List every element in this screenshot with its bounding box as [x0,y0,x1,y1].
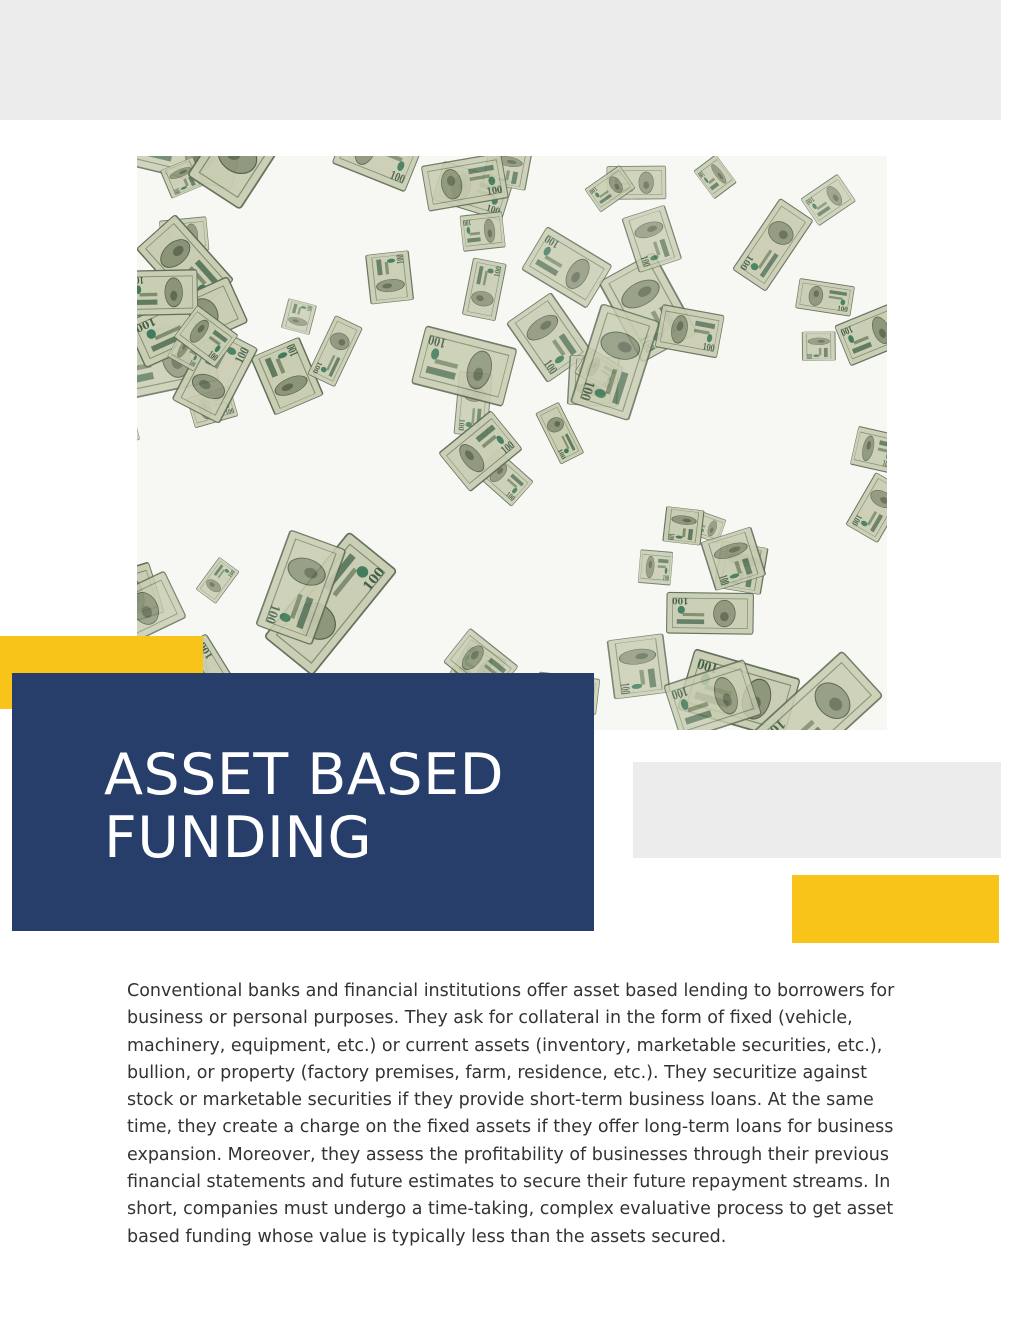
dollar-bill [663,506,704,545]
dollar-bill [622,205,681,272]
dollar-bill [571,304,660,421]
page-title: ASSET BASED FUNDING [104,742,504,871]
dollar-bills [137,156,887,730]
dollar-bill [522,227,612,308]
accent-block-right [792,875,999,943]
dollar-bill [694,156,737,199]
dollar-bill [795,278,854,316]
dollar-bill [196,557,239,603]
hero-image [137,156,887,730]
body-paragraph: Conventional banks and financial institutions offer asset based lending to borrowers for business or personal purposes. They ask for collateral in the form of fixed (vehicle, machinery, equipment, etc.) or current assets (inventory, marketable securities, etc.), bullion, or property (factory premises, farm, residence, etc.). They securitize against stock or marketable securities if they provide short-term business loans. At the same time, they create a charge on the fixed assets if they offer long-term loans for business expansion. Moreover, they assess the profitability of businesses through their previous financial statements and future estimates to secure their future repayment streams. In short, companies must undergo a time-taking, complex evaluative process to get asset based funding whose value is typically less than the assets secured. [127,981,895,1247]
header-band [0,0,1001,120]
dollar-bill [664,660,762,730]
dollar-bill [536,402,584,464]
dollar-bill [607,634,670,699]
dollar-bill [462,258,506,321]
falling-money-icon [137,156,887,730]
dollar-bill [281,298,316,334]
dollar-bill [850,426,887,473]
accent-band-right [633,762,1001,858]
dollar-bill [846,473,887,543]
dollar-bill [188,156,311,209]
dollar-bill [412,326,517,406]
dollar-bill [308,315,363,386]
dollar-bill [366,251,414,305]
dollar-bill [638,550,673,585]
dollar-bill [667,592,754,634]
dollar-bill [733,198,813,291]
dollar-bill [332,156,424,192]
dollar-bill [137,417,140,450]
dollar-bill [802,332,835,361]
dollar-bill [137,270,198,316]
dollar-bill [460,212,506,252]
